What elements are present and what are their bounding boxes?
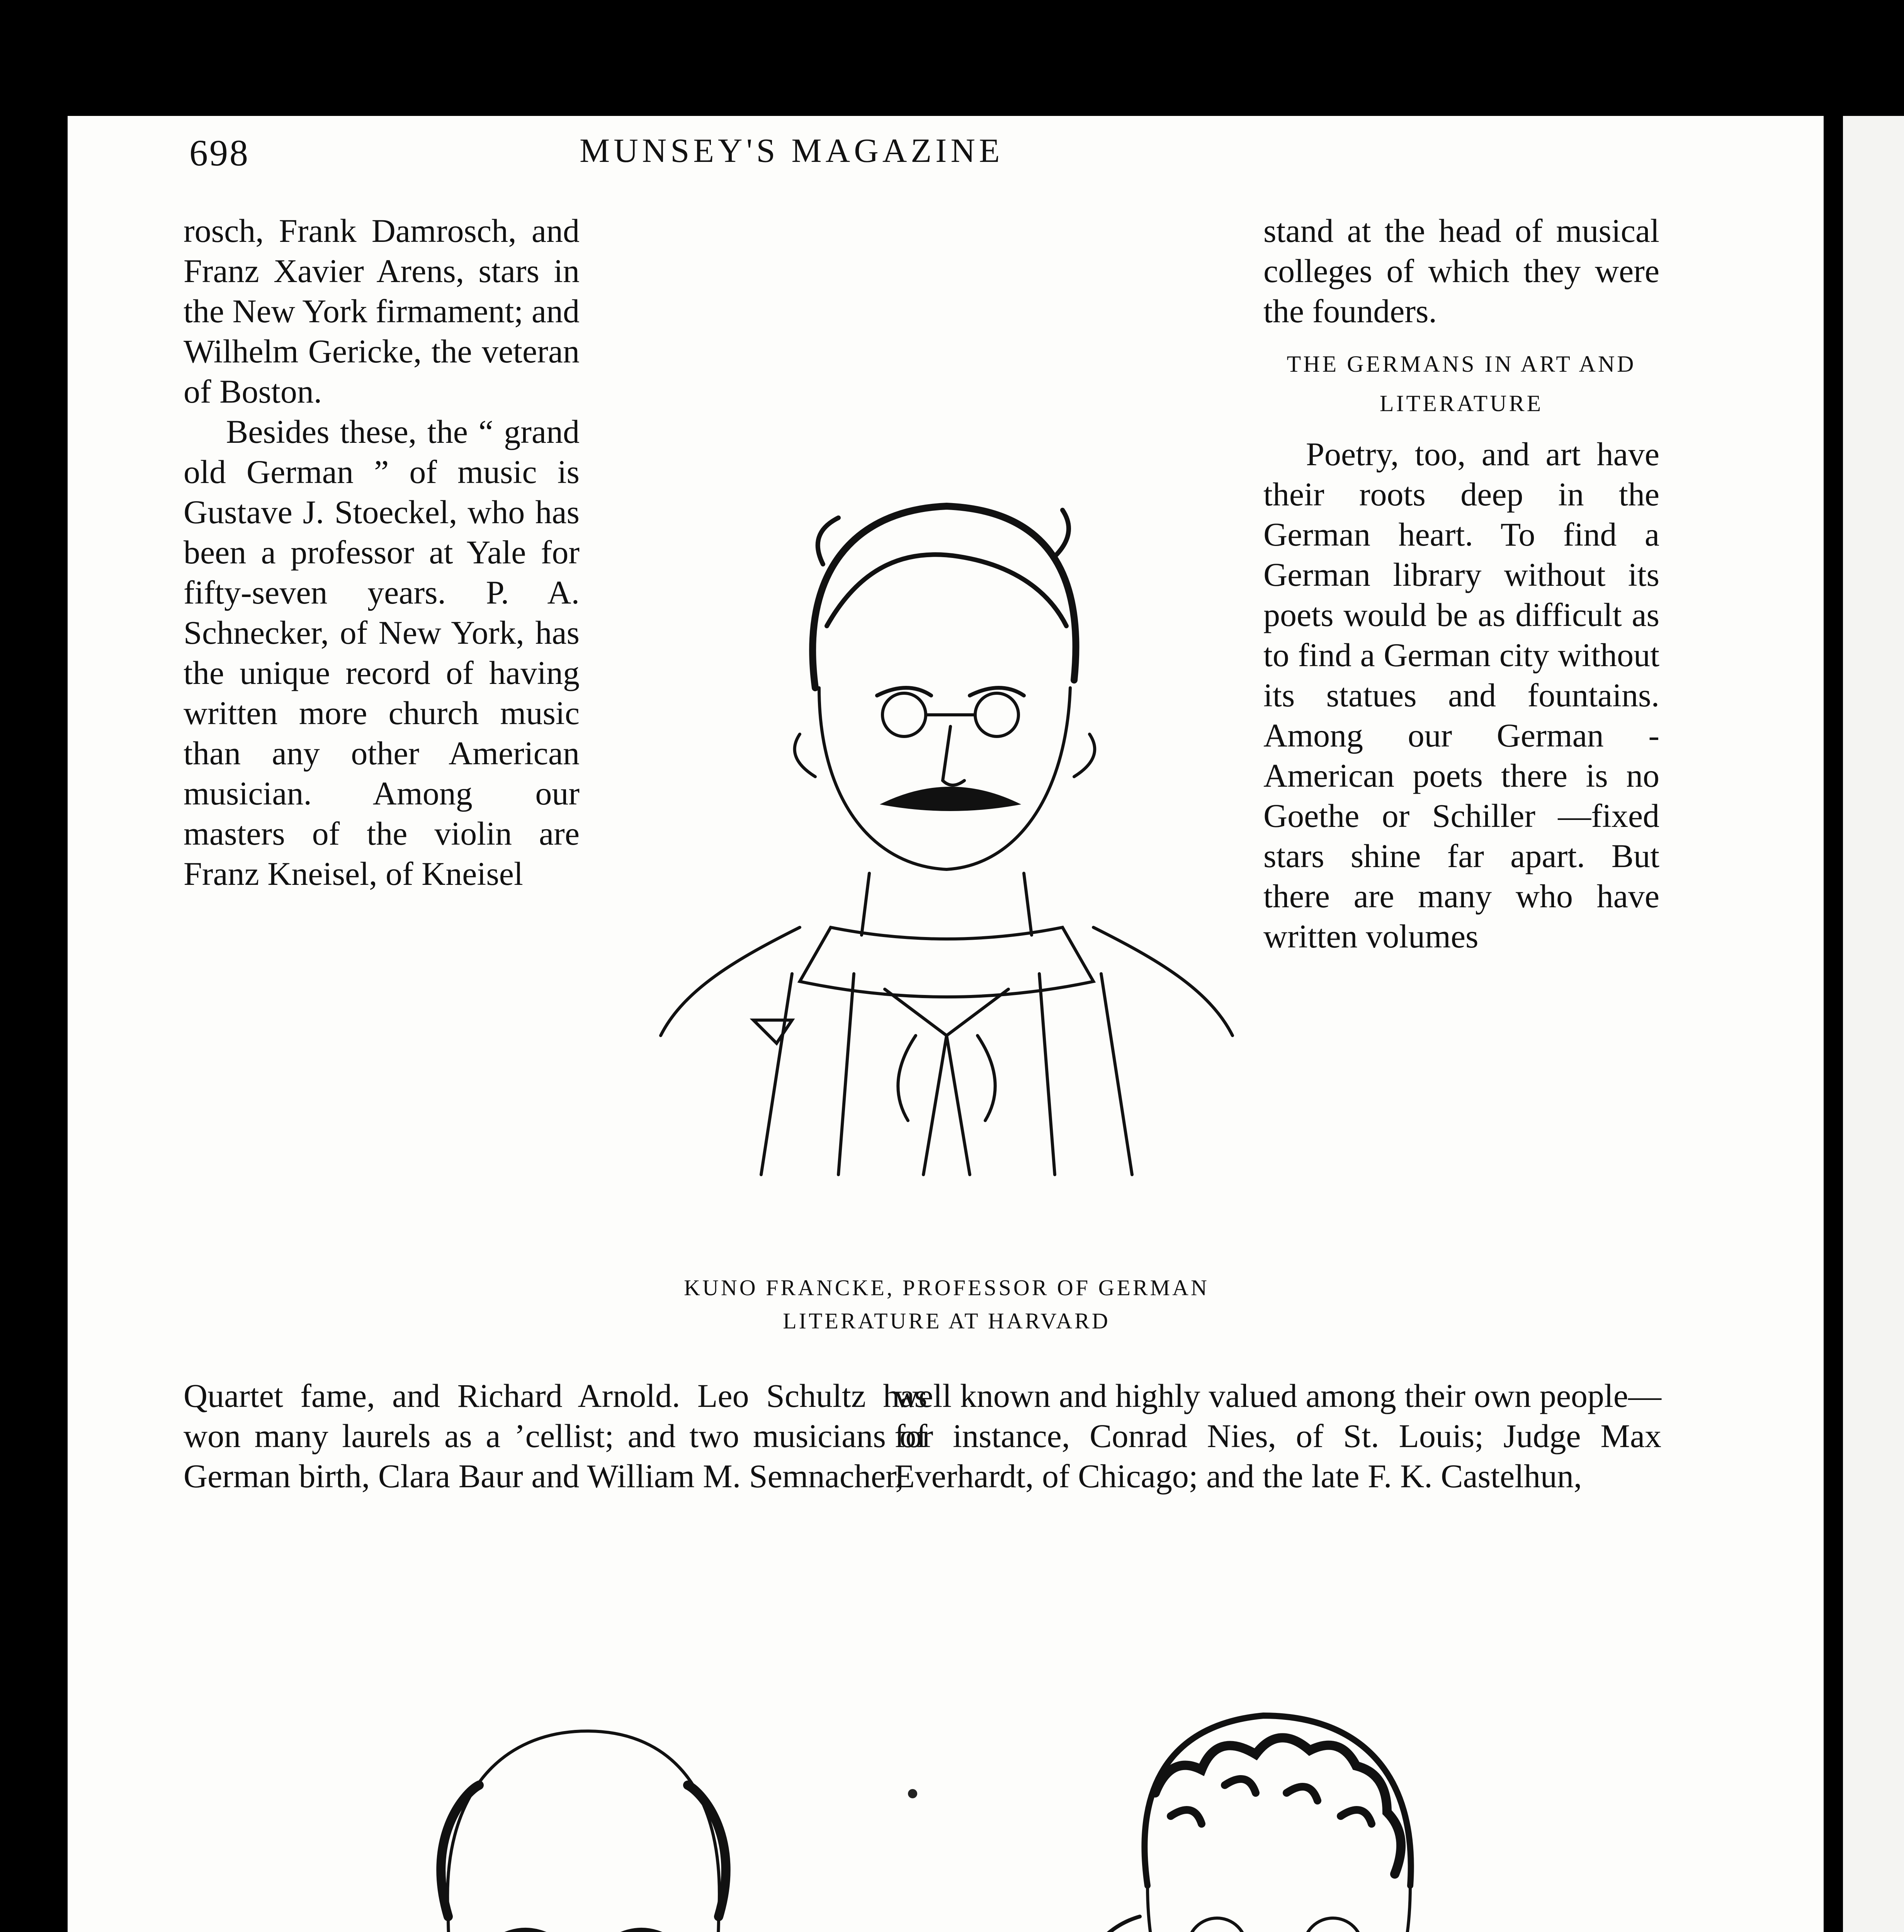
bottom-left-paragraph: Quartet fame, and Richard Arnold. Leo Schultz has won many laurels as a ’cellist; and two musicians of German birth, Clara Baur and William M. Semnacher, xyxy=(184,1377,927,1495)
bottom-right-paragraph: well known and highly valued among their own people—for instance, Conrad Nies, of St. Louis; Judge Max Everhardt, of Chicago; and the late F. K. Castelhun, xyxy=(894,1377,1661,1495)
portrait-friedrich-hirth xyxy=(954,1685,1611,1932)
bottom-left-column xyxy=(184,1376,927,1496)
right-paragraph-1: stand at the head of musical colleges of which they were the founders. xyxy=(1263,212,1659,330)
portrait-francke-drawing xyxy=(653,433,1240,1206)
portrait-hirth-drawing xyxy=(954,1685,1611,1932)
running-title: MUNSEY'S MAGAZINE xyxy=(580,132,1004,170)
left-paragraph-1: rosch, Frank Damrosch, and Franz Xavier Arens, stars in the New York firmament; and Wilhelm Gericke, the veteran of Boston. xyxy=(184,212,580,410)
right-column xyxy=(1263,211,1659,956)
portrait-hugo-munsterberg xyxy=(270,1700,908,1932)
bottom-right-column xyxy=(894,1376,1661,1496)
facing-page-edge xyxy=(1843,116,1904,1932)
portrait-munsterberg-drawing xyxy=(270,1700,908,1932)
page-number: 698 xyxy=(189,132,250,173)
section-subheading: THE GERMANS IN ART AND LITERATURE xyxy=(1287,351,1636,416)
right-paragraph-2: Poetry, too, and art have their roots deep in the German heart. To find a German library without its poets would be as difficult as to find a German city without its statues and fountains. Among our German - American poets there is no Goethe or Schiller —fixed stars shine far apart. But there are many who have written volumes xyxy=(1263,435,1659,955)
left-paragraph-2: Besides these, the “ grand old German ” of music is Gustave J. Stoeckel, who has been a professor at Yale for fifty-seven years. P. A. Schnecker, of New York, has the unique record of having written more church music than any other American musician. Among our masters of the violin are Franz Kneisel, of Kneisel xyxy=(184,413,580,892)
ink-speck xyxy=(908,1789,917,1798)
page-header xyxy=(0,131,1904,178)
portrait-kuno-francke xyxy=(653,433,1240,1206)
caption-francke: KUNO FRANCKE, PROFESSOR OF GERMAN LITERATURE AT HARVARD xyxy=(684,1275,1209,1333)
left-column xyxy=(184,211,580,894)
